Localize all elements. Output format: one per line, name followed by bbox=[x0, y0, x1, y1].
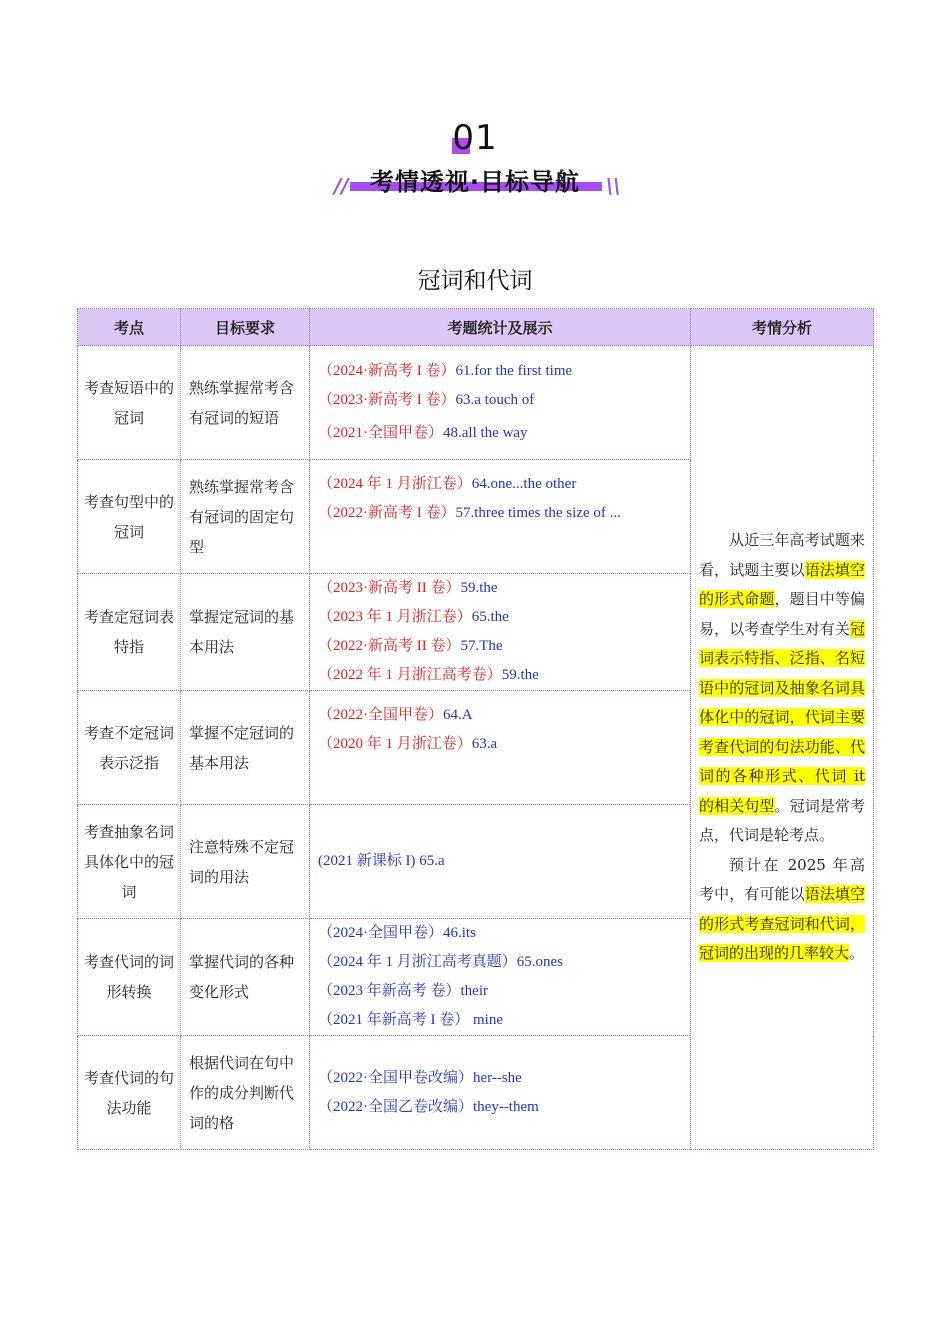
header-cell-point: 考点 bbox=[78, 309, 181, 346]
exam-line bbox=[318, 730, 682, 759]
exam-answer: （2023 年新高考 卷）their bbox=[318, 983, 488, 999]
exam-source: （2022·全国甲卷） bbox=[318, 707, 443, 723]
exam-cell bbox=[310, 691, 691, 805]
point-cell: 考查句型中的冠词 bbox=[78, 460, 181, 574]
page-title: 冠词和代词 bbox=[417, 268, 533, 294]
exam-answer: 63.a bbox=[471, 736, 498, 752]
header-cell-exams: 考题统计及展示 bbox=[310, 309, 691, 346]
exam-source: （2022·新高考 I 卷） bbox=[318, 505, 456, 521]
exam-answer: 57.three times the size of ... bbox=[455, 505, 621, 521]
goal-cell: 掌握代词的各种变化形式 bbox=[181, 919, 310, 1036]
exam-cell bbox=[310, 346, 691, 460]
analysis-highlight: 语法填空的形式考查冠词和代词，冠词的出现的几率较大 bbox=[699, 885, 865, 963]
exam-answer: （2022·全国甲卷改编）her--she bbox=[318, 1069, 522, 1086]
exam-source: （2023 年 1 月浙江卷） bbox=[318, 609, 472, 625]
goal-cell: 熟练掌握常考含有冠词的固定句型 bbox=[181, 460, 310, 574]
exam-source: （2020 年 1 月浙江卷） bbox=[318, 736, 472, 752]
analysis-text-run: ，题目中等偏易，以考查学生对有关 bbox=[699, 590, 865, 638]
analysis-paragraph-1 bbox=[699, 526, 865, 851]
section-header bbox=[330, 118, 620, 198]
exam-line bbox=[318, 701, 682, 730]
exam-source: （2024·新高考 I 卷） bbox=[318, 363, 456, 379]
analysis-text-run: 预计在 2025 年高考中，有可能以 bbox=[699, 855, 865, 904]
section-number: 01 bbox=[452, 118, 498, 158]
table-row bbox=[78, 346, 874, 460]
analysis-highlight: 冠词表示特指、泛指、名短语中的冠词及抽象名词具体化中的冠词，代词主要考查代词的句法功能、代词的各种形式、代词 it 的相关句型 bbox=[699, 619, 865, 815]
exam-cell bbox=[310, 1036, 691, 1150]
exam-line bbox=[318, 661, 682, 690]
analysis-text-run: 从近三年高考试题来看，试题主要以 bbox=[699, 531, 865, 579]
analysis-paragraph-2 bbox=[699, 851, 865, 969]
exam-line bbox=[318, 419, 682, 448]
exam-answer: 63.a touch of bbox=[455, 392, 535, 408]
goal-cell: 熟练掌握常考含有冠词的短语 bbox=[181, 346, 310, 460]
exam-answer: 59.the bbox=[460, 580, 498, 596]
point-cell: 考查定冠词表特指 bbox=[78, 574, 181, 691]
slash-decoration-right: \\ bbox=[606, 174, 621, 198]
point-cell: 考查代词的句法功能 bbox=[78, 1036, 181, 1150]
exam-answer: （2024·全国甲卷）46.its bbox=[318, 925, 476, 941]
table-header-row bbox=[78, 309, 874, 346]
exam-line bbox=[318, 977, 682, 1006]
exam-answer: 65.the bbox=[471, 609, 509, 625]
exam-source: （2022 年 1 月浙江高考卷） bbox=[318, 667, 502, 683]
analysis-cell bbox=[691, 346, 874, 1150]
analysis-text bbox=[699, 526, 865, 969]
exam-line bbox=[318, 1093, 682, 1122]
analysis-text-run: 。冠词是常考点，代词是轮考点。 bbox=[699, 796, 865, 845]
exam-line bbox=[318, 1006, 682, 1035]
exam-line bbox=[318, 499, 682, 528]
exam-cell bbox=[310, 919, 691, 1036]
exam-source: （2023·新高考 I 卷） bbox=[318, 392, 456, 408]
goal-cell: 掌握不定冠词的基本用法 bbox=[181, 691, 310, 805]
exam-answer: 64.A bbox=[443, 707, 473, 723]
header-cell-goal: 目标要求 bbox=[181, 309, 310, 346]
analysis-text-run: 。 bbox=[849, 944, 865, 963]
point-cell: 考查短语中的冠词 bbox=[78, 346, 181, 460]
exam-answer: （2021 年新高考 I 卷） mine bbox=[318, 1012, 503, 1028]
exam-answer: （2022·全国乙卷改编）they--them bbox=[318, 1098, 539, 1115]
exam-line bbox=[318, 1064, 682, 1093]
exam-answer: 61.for the first time bbox=[455, 363, 573, 379]
exam-line bbox=[318, 847, 682, 876]
exam-analysis-table bbox=[77, 308, 874, 1150]
exam-line bbox=[318, 632, 682, 661]
point-cell: 考查不定冠词表示泛指 bbox=[78, 691, 181, 805]
point-cell: 考查代词的词形转换 bbox=[78, 919, 181, 1036]
exam-line bbox=[318, 574, 682, 603]
exam-answer: （2024 年 1 月浙江高考真题）65.ones bbox=[318, 954, 563, 970]
goal-cell: 掌握定冠词的基本用法 bbox=[181, 574, 310, 691]
exam-line bbox=[318, 470, 682, 499]
exam-source: （2021·全国甲卷） bbox=[318, 425, 443, 441]
exam-answer: 59.the bbox=[501, 667, 539, 683]
exam-cell bbox=[310, 805, 691, 919]
header-cell-analysis: 考情分析 bbox=[691, 309, 874, 346]
goal-cell: 注意特殊不定冠词的用法 bbox=[181, 805, 310, 919]
exam-source: （2024 年 1 月浙江卷） bbox=[318, 476, 472, 492]
exam-answer: (2021 新课标 I) 65.a bbox=[318, 853, 445, 869]
analysis-highlight: 语法填空的形式命题 bbox=[699, 560, 865, 609]
goal-cell: 根据代词在句中作的成分判断代词的格 bbox=[181, 1036, 310, 1150]
exam-line bbox=[318, 948, 682, 977]
slash-decoration-left: // bbox=[334, 174, 349, 198]
exam-answer: 57.The bbox=[460, 638, 503, 654]
exam-answer: 48.all the way bbox=[443, 425, 528, 441]
exam-line bbox=[318, 603, 682, 632]
exam-line bbox=[318, 386, 682, 415]
exam-answer: 64.one...the other bbox=[471, 476, 577, 492]
exam-line bbox=[318, 919, 682, 948]
exam-line bbox=[318, 357, 682, 386]
exam-cell bbox=[310, 574, 691, 691]
exam-source: （2022·新高考 II 卷） bbox=[318, 638, 461, 654]
exam-cell bbox=[310, 460, 691, 574]
banner-title: 考情透视·目标导航 bbox=[369, 168, 581, 196]
point-cell: 考查抽象名词具体化中的冠词 bbox=[78, 805, 181, 919]
exam-source: （2023·新高考 II 卷） bbox=[318, 580, 461, 596]
